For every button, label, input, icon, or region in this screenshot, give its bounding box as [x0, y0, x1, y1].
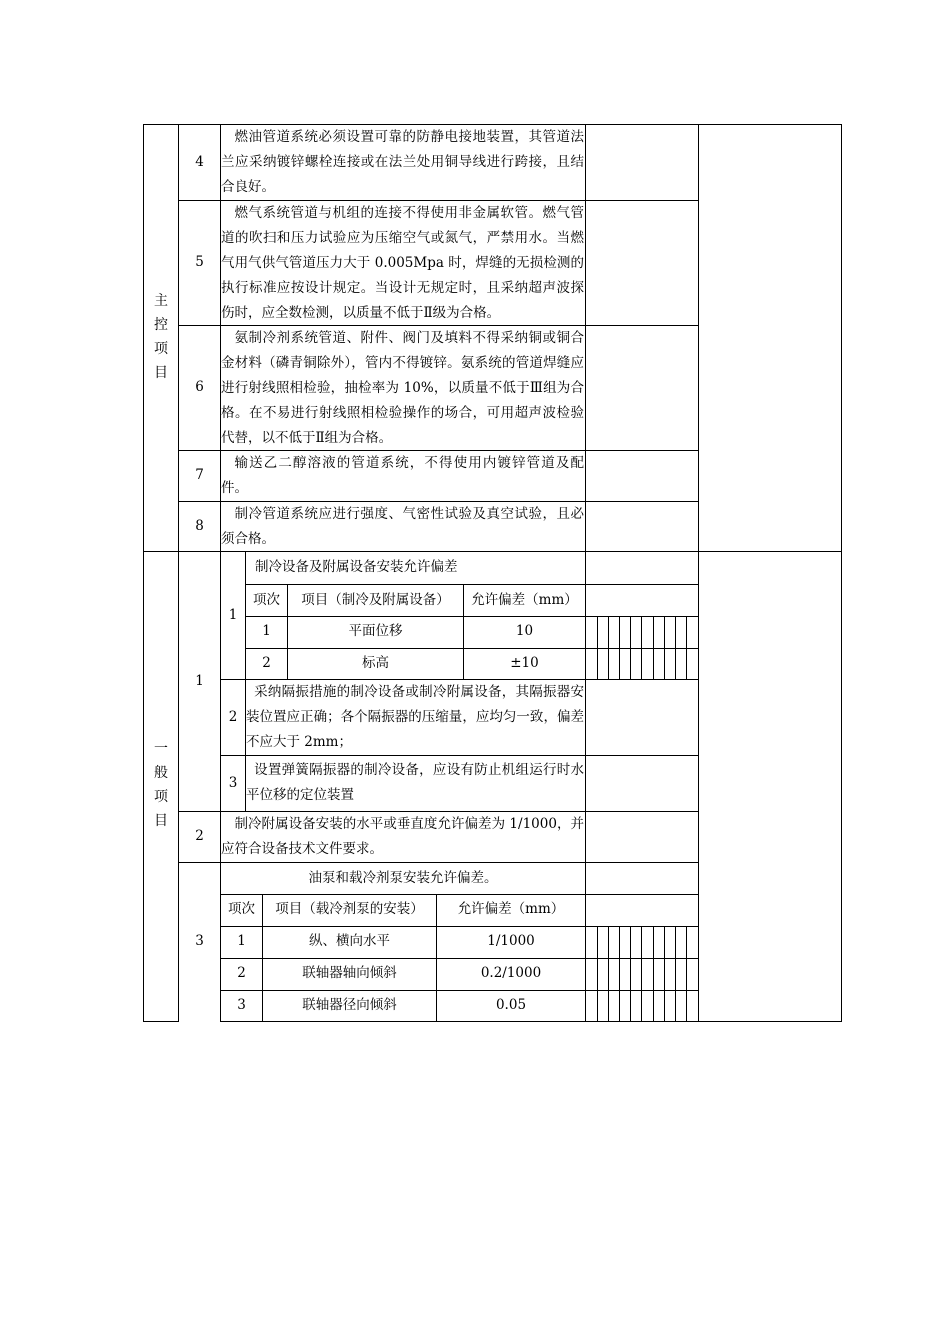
measure-grid-line — [641, 926, 642, 1022]
table-right-border — [841, 124, 842, 1022]
measure-grid-line — [675, 926, 676, 1022]
row-divider — [220, 926, 699, 927]
table-cell: 0.05 — [495, 997, 527, 1013]
column-header: 项目（制冷及附属设备） — [301, 592, 450, 608]
measure-grid-line — [641, 616, 642, 680]
item-number: 2 — [195, 828, 204, 844]
item-text: 燃气系统管道与机组的连接不得使用非金属软管。燃气管道的吹扫和压力试验应为压缩空气或氮气，严禁用水。当燃气用气供气管道压力大于 0.005Mpa 时，焊缝的无损检测的执行标准应按设计规定。当设计无规定时，且采纳超声波探伤时，应全数检测，以质量不低于Ⅱ级为合格。 — [221, 205, 584, 321]
measure-grid-line — [675, 616, 676, 680]
tolerance-table-title: 油泵和载冷剂泵安装允许偏差。 — [308, 870, 498, 886]
table-bottom-border — [220, 1021, 842, 1022]
measure-grid-line — [686, 926, 687, 1022]
table-cell: 平面位移 — [348, 623, 403, 639]
row-divider — [220, 958, 699, 959]
measure-grid-line — [653, 616, 654, 680]
item-number: 5 — [195, 254, 204, 270]
item-number: 3 — [195, 933, 204, 949]
sub-item-number: 2 — [228, 709, 238, 725]
measure-grid-line — [619, 616, 620, 680]
item-text: 氨制冷剂系统管道、附件、阀门及填料不得采纳铜或铜合金材料（磷青铜除外），管内不得镀锌。氨系统的管道焊缝应进行射线照相检验，抽检率为 10%，以质量不低于Ⅲ组为合格。在不易进行射线照相检验操作的场合，可用超声波检验代替，以不低于Ⅱ组为合格。 — [221, 330, 584, 446]
item-text: 燃油管道系统必须设置可靠的防静电接地装置，其管道法兰应采纳镀锌螺栓连接或在法兰处用铜导线进行跨接，且结合良好。 — [221, 129, 584, 195]
sub-item-number: 3 — [228, 775, 238, 791]
measure-grid-line — [597, 926, 598, 1022]
item-number: 6 — [195, 379, 204, 395]
item-number: 8 — [195, 518, 204, 534]
table-cell: 10 — [515, 623, 534, 639]
row-divider — [220, 755, 699, 756]
column-header: 项目（载冷剂泵的安装） — [275, 901, 424, 917]
measure-grid-line — [608, 926, 609, 1022]
measure-grid-line — [686, 616, 687, 680]
item-number: 4 — [195, 154, 204, 170]
row-divider — [220, 894, 699, 895]
column-header: 项次 — [228, 901, 255, 917]
section-label-main: 主 控 项 目 — [154, 293, 168, 381]
row-divider — [245, 584, 699, 585]
measure-grid-line — [630, 926, 631, 1022]
table-left-border — [143, 124, 144, 1022]
item-number: 1 — [195, 673, 204, 689]
sub-item-number: 1 — [228, 607, 238, 623]
table-cell: 纵、横向水平 — [309, 933, 390, 949]
item-text: 制冷管道系统应进行强度、气密性试验及真空试验，且必须合格。 — [221, 506, 584, 547]
table-cell: 3 — [237, 997, 246, 1013]
measure-grid-line — [664, 616, 665, 680]
check-column-divider — [698, 124, 699, 1022]
table-cell: 1/1000 — [487, 933, 535, 949]
table-cell: 2 — [237, 965, 246, 981]
column-header: 允许偏差（mm） — [471, 592, 578, 608]
table-cell: 标高 — [362, 655, 389, 671]
section-label-general: 一 般 项 目 — [154, 741, 168, 829]
measure-grid-line — [653, 926, 654, 1022]
item-text: 输送乙二醇溶液的管道系统，不得使用内镀锌管道及配件。 — [221, 455, 584, 496]
item-number: 7 — [195, 467, 204, 483]
table-cell: 2 — [262, 655, 271, 671]
table-cell: 0.2/1000 — [480, 965, 542, 981]
measure-grid-line — [619, 926, 620, 1022]
item-text: 制冷附属设备安装的水平或垂直度允许偏差为 1/1000，并应符合设备技术文件要求。 — [221, 816, 584, 857]
column-header: 项次 — [253, 592, 280, 608]
table-cell: 1 — [262, 623, 271, 639]
item-text: 采纳隔振措施的制冷设备或制冷附属设备，其隔振器安装位置应正确；各个隔振器的压缩量，应均匀一致，偏差不应大于 2mm； — [246, 684, 584, 750]
row-divider — [178, 862, 699, 863]
measure-grid-line — [630, 616, 631, 680]
table-cell: 联轴器径向倾斜 — [302, 997, 397, 1013]
item-text: 设置弹簧隔振器的制冷设备，应设有防止机组运行时水平位移的定位装置 — [246, 762, 584, 803]
tolerance-table-title: 制冷设备及附属设备安装允许偏差 — [255, 559, 458, 575]
table-cell: ±10 — [510, 655, 539, 671]
table-cell: 联轴器轴向倾斜 — [302, 965, 397, 981]
table-bottom-border — [143, 1021, 179, 1022]
measure-grid-line — [664, 926, 665, 1022]
row-divider — [220, 990, 699, 991]
table-cell: 1 — [237, 933, 246, 949]
column-header: 允许偏差（mm） — [457, 901, 565, 917]
measure-grid-line — [608, 616, 609, 680]
measure-grid-line — [597, 616, 598, 680]
check-column-divider — [585, 124, 586, 1022]
